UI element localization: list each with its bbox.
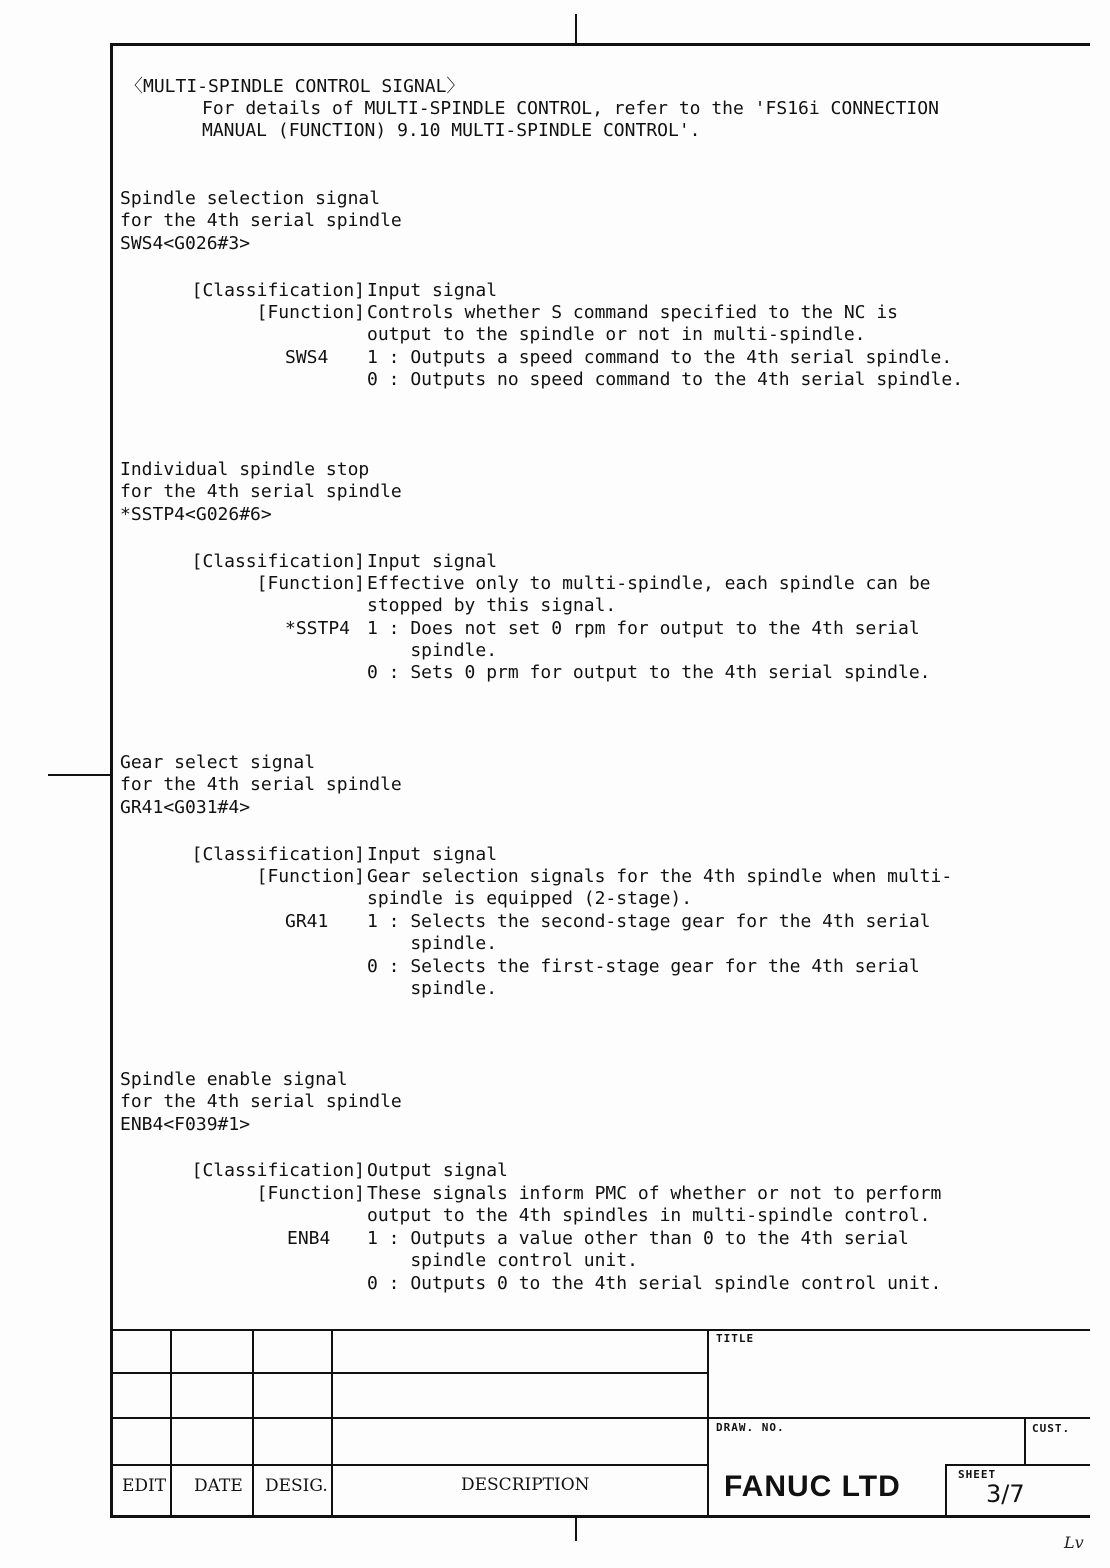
function-line: output to the spindle or not in multi-spindle.: [367, 324, 866, 345]
value-line: 1 : Selects the second-stage gear for the 4th serial: [367, 911, 931, 932]
function-line: Controls whether S command specified to the NC is: [367, 302, 899, 323]
left-center-mark: [48, 774, 112, 776]
classification-label: [Classification]: [191, 280, 365, 301]
classification-label: [Classification]: [191, 844, 365, 865]
tb-line: [945, 1464, 1090, 1466]
signal-name-line2: for the 4th serial spindle: [120, 774, 402, 795]
tb-line: [170, 1329, 172, 1516]
signal-symbol: SWS4: [285, 347, 329, 368]
signal-address: GR41<G031#4>: [120, 797, 251, 818]
tb-line: [1024, 1417, 1026, 1465]
classification-value: Output signal: [367, 1160, 508, 1181]
function-label: [Function]: [256, 573, 365, 594]
bottom-center-mark: [575, 1517, 577, 1541]
frame-bottom: [110, 1515, 1090, 1518]
company-name: FANUC LTD: [724, 1470, 901, 1503]
classification-value: Input signal: [367, 844, 498, 865]
signal-name-line1: Gear select signal: [120, 752, 316, 773]
classification-value: Input signal: [367, 280, 498, 301]
description-header: DESCRIPTION: [461, 1475, 590, 1495]
function-label: [Function]: [256, 302, 365, 323]
tb-line: [113, 1372, 708, 1374]
signal-block-enb4: [120, 1069, 1080, 1299]
signal-symbol: ENB4: [287, 1228, 331, 1249]
value-line: 0 : Selects the first-stage gear for the 4th serial: [367, 956, 920, 977]
signal-name-line2: for the 4th serial spindle: [120, 210, 402, 231]
signal-name-line1: Spindle enable signal: [120, 1069, 348, 1090]
value-line: spindle.: [367, 978, 498, 999]
signal-block-gr41: [120, 752, 1080, 1002]
desig-header: DESIG.: [265, 1476, 328, 1496]
section-title: 〈MULTI-SPINDLE CONTROL SIGNAL〉: [125, 76, 465, 97]
sheet-number: 3/7: [986, 1480, 1025, 1508]
edit-header: EDIT: [122, 1476, 167, 1496]
corner-mark: Lv: [1064, 1533, 1084, 1552]
signal-block-sws4: [120, 188, 1080, 398]
draw-no-label: DRAW. NO.: [716, 1421, 785, 1434]
classification-label: [Classification]: [191, 1160, 365, 1181]
function-line: Effective only to multi-spindle, each spindle can be: [367, 573, 931, 594]
top-center-mark: [575, 14, 577, 44]
section-note-line2: MANUAL (FUNCTION) 9.10 MULTI-SPINDLE CONTROL'.: [202, 120, 701, 141]
classification-value: Input signal: [367, 551, 498, 572]
cust-label: CUST.: [1032, 1422, 1071, 1435]
signal-name-line2: for the 4th serial spindle: [120, 1091, 402, 1112]
value-line: 0 : Sets 0 prm for output to the 4th serial spindle.: [367, 662, 931, 683]
signal-symbol: *SSTP4: [285, 618, 351, 639]
value-line: 1 : Does not set 0 rpm for output to the 4th serial: [367, 618, 920, 639]
classification-label: [Classification]: [191, 551, 365, 572]
tb-line: [945, 1464, 947, 1516]
signal-name-line1: Individual spindle stop: [120, 459, 370, 480]
function-line: output to the 4th spindles in multi-spindle control.: [367, 1205, 931, 1226]
tb-line: [331, 1329, 333, 1516]
signal-name-line1: Spindle selection signal: [120, 188, 381, 209]
tb-line: [113, 1417, 1090, 1419]
value-line: spindle.: [367, 640, 498, 661]
frame-top: [110, 43, 1090, 46]
signal-address: SWS4<G026#3>: [120, 233, 251, 254]
section-note-line1: For details of MULTI-SPINDLE CONTROL, refer to the 'FS16i CONNECTION: [202, 98, 939, 119]
sheet-label: SHEET: [958, 1468, 997, 1481]
value-line: 0 : Outputs 0 to the 4th serial spindle control unit.: [367, 1273, 942, 1294]
tb-line: [252, 1329, 254, 1516]
function-line: stopped by this signal.: [367, 595, 617, 616]
function-label: [Function]: [256, 866, 365, 887]
value-line: 1 : Outputs a value other than 0 to the 4th serial: [367, 1228, 909, 1249]
function-line: These signals inform PMC of whether or not to perform: [367, 1183, 942, 1204]
function-line: spindle is equipped (2-stage).: [367, 888, 693, 909]
function-line: Gear selection signals for the 4th spindle when multi-: [367, 866, 953, 887]
date-header: DATE: [194, 1476, 243, 1496]
value-line: spindle control unit.: [367, 1250, 638, 1271]
function-label: [Function]: [256, 1183, 365, 1204]
tb-line: [113, 1329, 1090, 1331]
tb-line: [113, 1464, 708, 1466]
signal-name-line2: for the 4th serial spindle: [120, 481, 402, 502]
signal-block-sstp4: [120, 459, 1080, 689]
signal-address: *SSTP4<G026#6>: [120, 504, 272, 525]
value-line: spindle.: [367, 933, 498, 954]
value-line: 1 : Outputs a speed command to the 4th serial spindle.: [367, 347, 953, 368]
frame-left: [110, 43, 113, 1518]
value-line: 0 : Outputs no speed command to the 4th serial spindle.: [367, 369, 964, 390]
title-label: TITLE: [716, 1332, 755, 1345]
tb-line: [707, 1329, 709, 1516]
signal-address: ENB4<F039#1>: [120, 1114, 251, 1135]
signal-symbol: GR41: [285, 911, 329, 932]
